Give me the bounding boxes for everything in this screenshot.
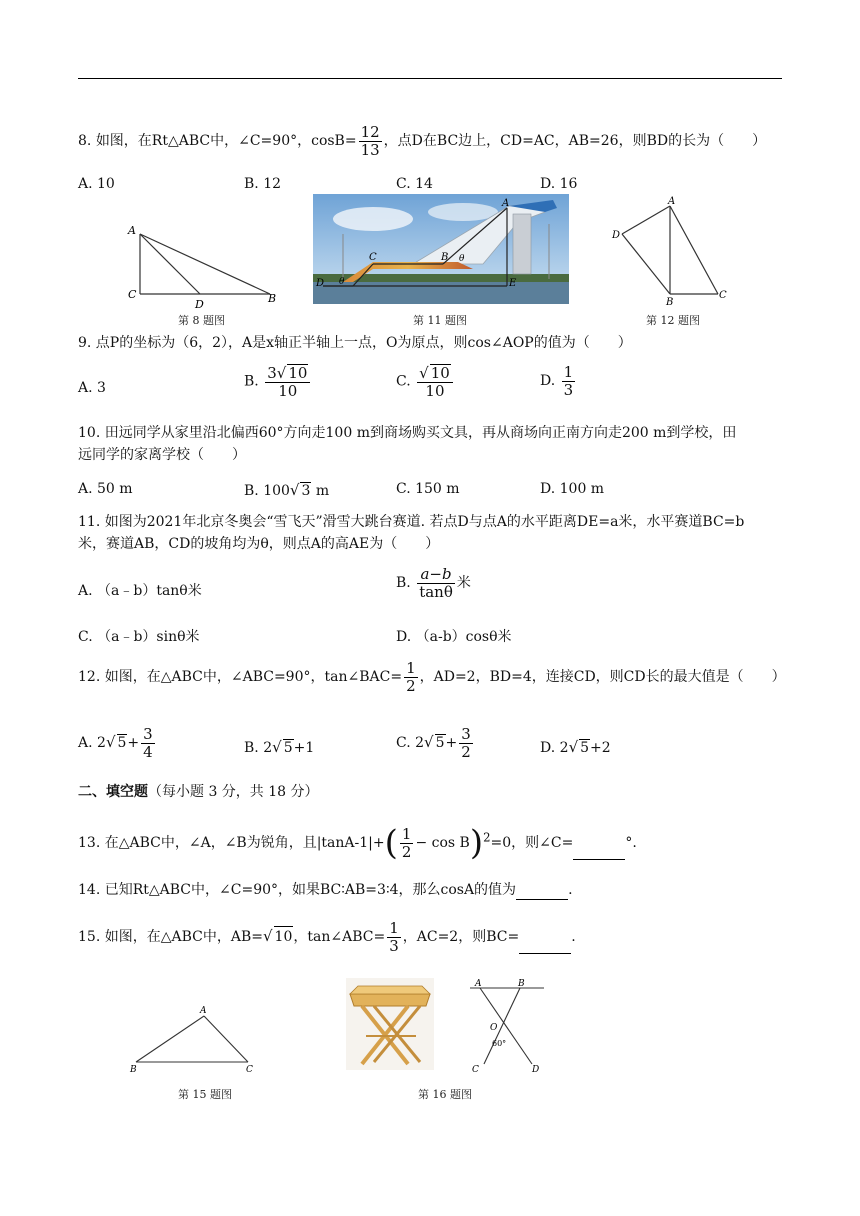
q15-text-mid: ，tan∠ABC=	[293, 929, 386, 945]
fig12-label-a: A	[668, 196, 676, 207]
section-2-note: （每小题 3 分，共 18 分）	[148, 784, 319, 800]
question-10-line1: 10. 田远同学从家里沿北偏西60°方向走100 m到商场购买文具，再从商场向正南方向走200 m到学校，田	[78, 425, 737, 441]
q12-opta-coef: 2	[97, 735, 106, 751]
question-8	[78, 124, 766, 158]
q8-frac-den: 13	[360, 140, 380, 159]
q15-answer-blank[interactable]	[519, 939, 571, 954]
fig16-caption: 第 16 题图	[418, 1088, 472, 1101]
q12-optc-fraction	[459, 726, 473, 760]
fig15-caption: 第 15 题图	[178, 1088, 232, 1101]
fig11-label-a: A	[502, 198, 510, 209]
q12-optd-coef: 2	[559, 740, 569, 756]
question-15: 15. 如图，在△ABC中，AB=√ 10，tan∠ABC= $\frac{1}{3}$ ，AC=2，则BC= .	[78, 919, 576, 955]
q12-opta-prefix: A.	[78, 735, 93, 751]
q11-optb-prefix: B.	[396, 575, 411, 591]
fig8-label-b: B	[268, 292, 277, 305]
q13-minus-cos: − cos B	[415, 835, 470, 851]
fig11-label-b: B	[441, 252, 449, 263]
q8-text-pre: 如图，在Rt△ABC中，∠C=90°，cosB=	[95, 133, 357, 149]
q12-text-pre: 12. 如图，在△ABC中，∠ABC=90°，tan∠BAC=	[78, 669, 403, 685]
q14-text-pre: 14. 已知Rt△ABC中，∠C=90°，如果BC∶AB=3∶4，那么cosA的值为	[78, 882, 517, 898]
question-14	[78, 880, 573, 900]
q9-optb-radicand: 10	[288, 364, 308, 382]
q12-option-c: C. 2√ 5+ $\frac{3}{2}$	[396, 725, 471, 761]
q11-option-a: A. （a﹣b）tanθ米	[78, 583, 202, 599]
q13-frac-den: 2	[401, 842, 412, 861]
q11-option-d: D. （a-b）cosθ米	[396, 629, 512, 645]
q8-option-b: B. 12	[244, 176, 282, 192]
q12-optd-tail: +2	[590, 740, 611, 756]
question-12	[78, 660, 786, 694]
fig16-label-o: O	[490, 1023, 498, 1033]
q14-answer-blank[interactable]	[516, 885, 568, 900]
q12-optb-radicand: 5	[283, 740, 293, 756]
q9-optc-den: 10	[425, 381, 445, 400]
header-rule	[78, 78, 782, 79]
q8-option-a: A. 10	[78, 176, 115, 192]
q15-text-post: ，AC=2，则BC=	[402, 929, 520, 945]
q13-frac-num: 1	[401, 825, 412, 843]
q13-text-post: =0，则∠C=	[490, 835, 574, 851]
fig11-caption: 第 11 题图	[413, 314, 467, 327]
q9-optb-den: 10	[278, 381, 298, 400]
fig12-caption: 第 12 题图	[646, 314, 700, 327]
q15-text-end: .	[571, 929, 576, 945]
fig15-label-b: B	[130, 1065, 137, 1074]
q12-opta-fraction	[141, 726, 155, 760]
question-9: 9. 点P的坐标为（6，2），A是x轴正半轴上一点，O为原点，则cos∠AOP的值为（ ）	[78, 335, 632, 351]
q8-option-c: C. 14	[396, 176, 433, 192]
q12-optb-tail: +1	[293, 740, 315, 756]
question-13: 13. 在△ABC中，∠A，∠B为锐角，且|tanA-1|+( $\frac{1}{2}$ − cos B)$^2$=0，则∠C= °.	[78, 823, 637, 863]
q9-optd-prefix: D.	[540, 373, 556, 389]
section-2-heading	[78, 782, 319, 802]
q13-answer-blank[interactable]	[573, 845, 625, 860]
q12-optc-prefix: C.	[396, 735, 411, 751]
fig11-label-c: C	[369, 252, 377, 263]
fig11-label-e: E	[509, 278, 517, 289]
q9-option-a: A. 3	[78, 380, 106, 396]
q9-optb-coef: 3	[267, 364, 277, 382]
q15-frac-den: 3	[389, 936, 399, 955]
q12-optc-num: 3	[461, 725, 471, 743]
fig12-label-c: C	[719, 290, 727, 301]
q9-optd-den: 3	[563, 380, 574, 399]
q9-optc-fraction: $\frac{√ 10}{10}$	[417, 364, 453, 399]
q12-optc-radicand: 5	[435, 735, 445, 751]
q10-option-d: D. 100 m	[540, 481, 605, 497]
q13-text-end: °.	[625, 835, 637, 851]
q9-optb-prefix: B.	[244, 373, 259, 390]
fig11-label-theta-d: θ	[339, 277, 345, 287]
q12-optc-plus: +	[445, 735, 458, 751]
q14-text-end: .	[568, 882, 573, 898]
q11-optb-fraction	[417, 566, 455, 600]
fig12-label-b: B	[666, 297, 674, 306]
q12-opta-plus: +	[127, 735, 140, 751]
q11-optb-unit: 米	[456, 575, 471, 591]
fig15-label-c: C	[246, 1065, 253, 1074]
fig8-label-c: C	[128, 288, 137, 301]
figure-16-table-photo	[346, 978, 434, 1070]
q9-optc-prefix: C.	[396, 373, 411, 390]
q15-fraction	[387, 920, 401, 954]
q12-optc-den: 2	[461, 742, 471, 761]
fig8-caption: 第 8 题图	[178, 314, 225, 327]
q9-option-d	[540, 364, 577, 398]
q13-fraction	[400, 826, 414, 860]
q12-optd-prefix: D.	[540, 740, 556, 756]
fig8-label-d: D	[195, 298, 204, 311]
q8-frac-num: 12	[360, 123, 380, 141]
question-11-line2: 米，赛道AB，CD的坡角均为θ，则点A的高AE为（ ）	[78, 536, 440, 552]
figure-11-photo	[313, 194, 569, 304]
fig16-label-angle: 60°	[492, 1039, 507, 1048]
question-10-line2: 远同学的家离学校（ ）	[78, 447, 246, 463]
q9-optd-fraction	[562, 364, 576, 398]
figure-12	[606, 194, 736, 306]
q11-option-c: C. （a﹣b）sinθ米	[78, 629, 200, 645]
q15-radicand: 10	[274, 926, 294, 947]
q8-option-d: D. 16	[540, 176, 578, 192]
q12-frac-num: 1	[406, 659, 416, 677]
q12-option-b: B. 2√ 5+1	[244, 738, 315, 756]
q12-frac-den: 2	[406, 676, 416, 695]
q10-optb-prefix: B. 100	[244, 483, 290, 499]
q10-option-c: C. 150 m	[396, 481, 460, 497]
question-11-line1: 11. 如图为2021年北京冬奥会“雪飞天”滑雪大跳台赛道. 若点D与点A的水平距离DE=a米，水平赛道BC=b	[78, 514, 745, 530]
q11-option-b	[396, 566, 471, 600]
fig8-label-a: A	[128, 224, 136, 237]
q12-fraction	[404, 660, 418, 694]
q15-text-pre: 15. 如图，在△ABC中，AB=	[78, 929, 263, 945]
q8-fraction	[359, 124, 382, 158]
q12-opta-num: 3	[143, 725, 153, 743]
q12-option-d: D. 2√ 5+2	[540, 738, 611, 756]
q10-optb-radicand: 3	[301, 483, 311, 499]
fig11-label-d: D	[316, 278, 325, 289]
q8-text-post: ，点D在BC边上，CD=AC，AB=26，则BD的长为（ ）	[383, 133, 767, 149]
q9-optc-radicand: 10	[430, 364, 450, 382]
q12-text-post: ，AD=2，BD=4，连接CD，则CD长的最大值是（ ）	[419, 669, 786, 685]
q12-option-a: A. 2√ 5+ $\frac{3}{4}$	[78, 725, 153, 761]
q11-optb-den: tanθ	[419, 582, 453, 601]
q10-option-b: B. 100√ 3 m	[244, 481, 330, 499]
q12-optd-radicand: 5	[580, 740, 590, 756]
fig11-label-theta-b: θ	[459, 254, 465, 264]
fig16-label-d: D	[532, 1065, 540, 1075]
q11-optb-num: a−b	[417, 566, 455, 584]
section-2-title: 二、填空题	[78, 784, 148, 800]
q9-option-c	[396, 364, 455, 399]
q15-frac-num: 1	[389, 919, 399, 937]
fig16-label-c: C	[472, 1065, 479, 1075]
fig16-label-b: B	[518, 979, 525, 989]
fig16-label-a: A	[475, 979, 482, 989]
q9-optd-num: 1	[563, 363, 574, 381]
q12-optb-coef: 2	[263, 740, 273, 756]
q13-exponent: 2	[483, 830, 491, 845]
fig12-label-d: D	[612, 230, 621, 241]
q12-optb-prefix: B.	[244, 740, 259, 756]
q9-option-b	[244, 364, 312, 399]
q10-option-a: A. 50 m	[78, 481, 133, 497]
q8-number: 8.	[78, 133, 92, 149]
figure-16	[462, 978, 552, 1076]
figure-8	[120, 222, 290, 312]
q10-optb-unit: m	[315, 483, 330, 499]
q9-optb-fraction: $\frac{3√ 10}{10}$	[265, 364, 310, 399]
q12-opta-radicand: 5	[117, 735, 127, 751]
figure-15	[126, 1002, 261, 1074]
fig15-label-a: A	[200, 1006, 207, 1016]
q12-optc-coef: 2	[415, 735, 425, 751]
q12-opta-den: 4	[143, 742, 153, 761]
q13-text-pre: 13. 在△ABC中，∠A，∠B为锐角，且|tanA-1|+	[78, 835, 385, 851]
